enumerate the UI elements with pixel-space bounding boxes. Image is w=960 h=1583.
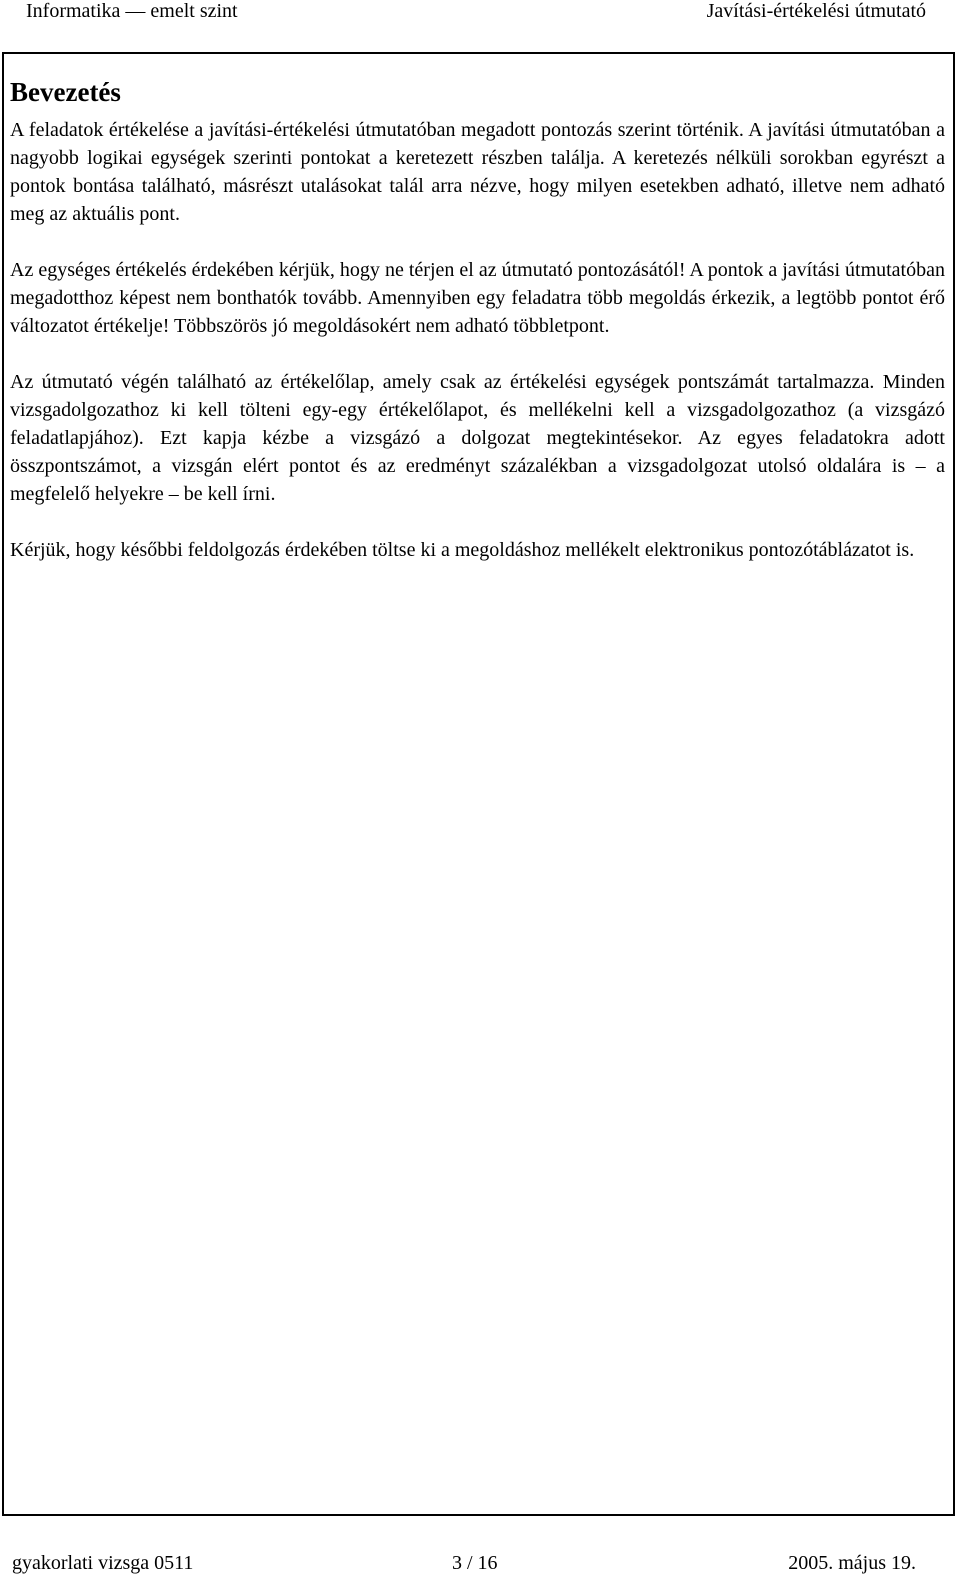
footer-date: 2005. május 19. [788,1552,916,1574]
paragraph-uniform-evaluation: Az egységes értékelés érdekében kérjük, hogy ne térjen el az útmutató pontozásától! A pontok a javítási útmutatóban megadotthoz képest nem bonthatók tovább. Amennyiben egy feladatra több megoldás érkezik, a legtöbb pontot érő változatot értékelje! Többszörös jó megoldásokért nem adható többletpont. [10,259,945,337]
page-header [26,0,926,28]
header-document-type: Javítási-értékelési útmutató [706,0,926,22]
paragraph-electronic-scoresheet: Kérjük, hogy későbbi feldolgozás érdekében töltse ki a megoldáshoz mellékelt elektronikus pontozótáblázatot is. [10,539,915,561]
page-footer [12,1552,916,1578]
footer-exam-code: gyakorlati vizsga 0511 [12,1552,194,1574]
paragraph-scoring-intro: A feladatok értékelése a javítási-értékelési útmutatóban megadott pontozás szerint történik. A javítási útmutatóban a nagyobb logikai egységek szerinti pontokat a keretezett részben találja. A keretezés nélküli sorokban egyrészt a pontok bontása található, másrészt utalásokat talál arra nézve, hogy milyen esetekben adható, illetve nem adható meg az aktuális pont. [10,119,945,225]
introduction-section [10,74,945,592]
paragraph-evaluation-sheet: Az útmutató végén található az értékelőlap, amely csak az értékelési egységek pontszámát tartalmazza. Minden vizsgadolgozathoz ki kell tölteni egy-egy értékelőlapot, és mellékelni kell a vizsgadolgozathoz (a vizsgázó feladatlapjához). Ezt kapja kézbe a vizsgázó a dolgozat megtekintésekor. Az egyes feladatokra adott összpontszámot, a vizsgán elért pontot és az eredményt százalékban a vizsgadolgozat utolsó oldalára is – a megfelelő helyekre – be kell írni. [10,371,945,505]
header-subject: Informatika — emelt szint [26,0,238,22]
section-title: Bevezetés [10,77,121,107]
footer-page-number: 3 / 16 [452,1552,498,1574]
